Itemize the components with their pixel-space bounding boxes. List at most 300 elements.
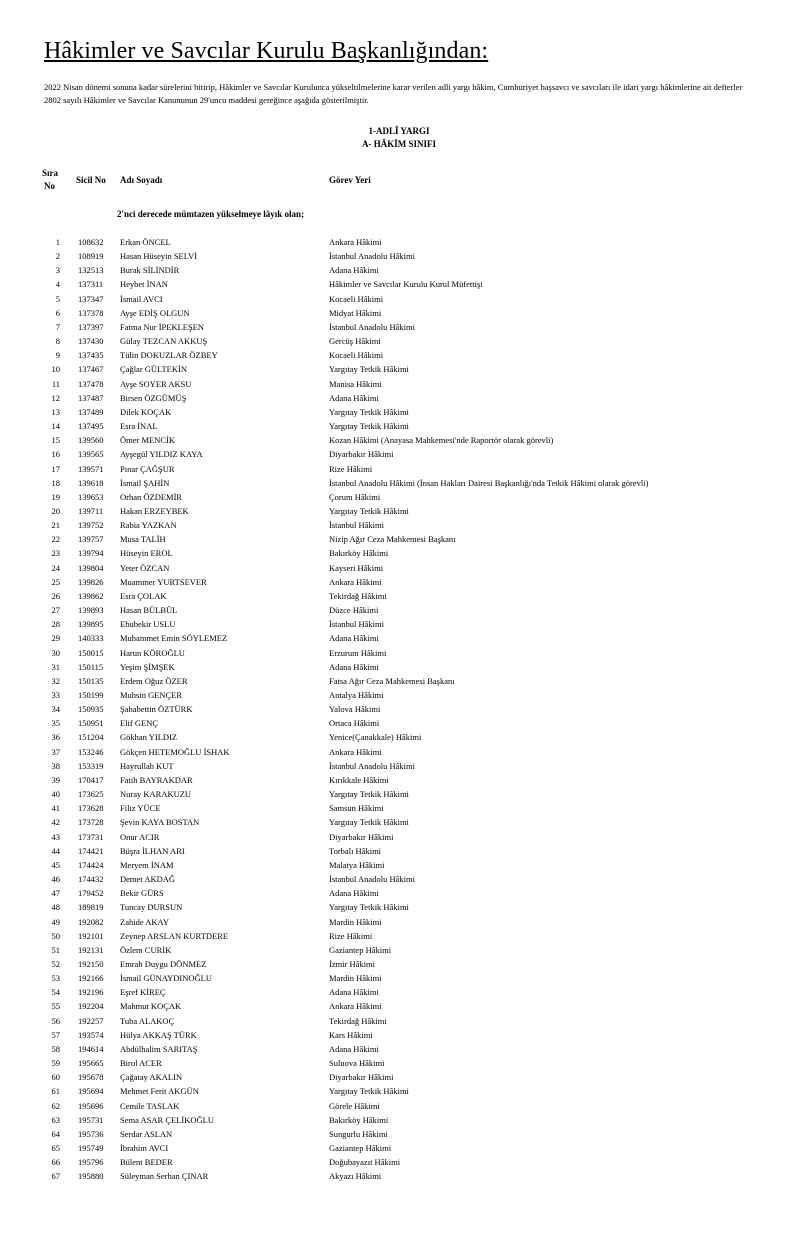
table-row <box>0 958 798 972</box>
row-place: Mardin Hâkimi <box>329 973 382 984</box>
row-name: Fatih BAYRAKDAR <box>120 774 193 785</box>
row-name: Erkan ÖNCEL <box>120 237 171 247</box>
row-place: Diyarbakır Hâkimi <box>329 449 394 460</box>
row-number: 11 <box>51 378 60 389</box>
row-number: 44 <box>51 845 60 856</box>
row-place: Adana Hâkimi <box>329 987 379 998</box>
row-name: Dilek KOÇAK <box>120 406 172 417</box>
row-sicil-no: 192101 <box>78 930 104 941</box>
row-number: 49 <box>51 916 60 927</box>
table-row <box>0 562 798 576</box>
header-name: Adı Soyadı <box>120 175 163 185</box>
row-sicil-no: 139618 <box>78 477 104 488</box>
row-sicil-no: 139565 <box>78 449 104 460</box>
row-sicil-no: 194614 <box>78 1043 104 1054</box>
row-number: 7 <box>55 321 60 332</box>
row-place: Kayseri Hâkimi <box>329 562 384 573</box>
row-place: Nizip Ağır Ceza Mahkemesi Başkanı <box>329 534 456 545</box>
row-place: Erzurum Hâkimi <box>329 647 387 658</box>
row-number: 14 <box>51 421 60 432</box>
row-number: 3 <box>55 265 60 276</box>
row-place: Fatsa Ağır Ceza Mahkemesi Başkanı <box>329 675 455 686</box>
table-row <box>0 547 798 561</box>
row-name: Gülay TEZCAN AKKUŞ <box>120 336 208 347</box>
row-name: Emrah Duygu DÖNMEZ <box>120 958 207 969</box>
table-row <box>0 717 798 731</box>
row-number: 61 <box>51 1086 60 1097</box>
row-name: Bekir GÜRS <box>120 888 164 899</box>
row-sicil-no: 189819 <box>78 902 104 913</box>
table-row <box>0 845 798 859</box>
row-name: Nuray KARAKUZU <box>120 789 192 800</box>
row-name: Burak SİLİNDİR <box>120 265 180 276</box>
row-place: Adana Hâkimi <box>329 633 379 644</box>
table-row <box>0 675 798 689</box>
row-sicil-no: 137478 <box>78 378 104 389</box>
row-place: Adana Hâkimi <box>329 1043 379 1054</box>
row-sicil-no: 139862 <box>78 590 104 601</box>
row-number: 13 <box>51 406 60 417</box>
row-name: Orhan ÖZDEMİR <box>120 491 183 502</box>
row-place: Ortaca Hâkimi <box>329 718 380 729</box>
row-place: Yalova Hâkimi <box>329 704 381 715</box>
table-row <box>0 335 798 349</box>
row-place: Yargıtay Tetkik Hâkimi <box>329 1086 409 1097</box>
table-row <box>0 307 798 321</box>
row-name: Rabia YAZKAN <box>120 520 177 531</box>
row-place: Antalya Hâkimi <box>329 690 384 700</box>
row-name: Hasan Hüseyin SELVİ <box>120 251 198 262</box>
row-sicil-no: 195694 <box>78 1086 104 1097</box>
row-name: Eşref KİREÇ <box>120 987 166 998</box>
row-name: Ayşegül YILDIZ KAYA <box>120 449 203 460</box>
table-row <box>0 264 798 278</box>
row-number: 48 <box>51 902 60 913</box>
table-row <box>0 392 798 406</box>
row-sicil-no: 195678 <box>78 1072 104 1083</box>
row-sicil-no: 139560 <box>78 435 104 446</box>
row-place: Gaziantep Hâkimi <box>329 944 392 955</box>
row-sicil-no: 195796 <box>78 1157 104 1168</box>
table-row <box>0 661 798 675</box>
row-sicil-no: 150199 <box>78 690 104 700</box>
table-row <box>0 831 798 845</box>
row-number: 56 <box>51 1015 60 1026</box>
row-place: Ankara Hâkimi <box>329 746 382 757</box>
table-row <box>0 1128 798 1142</box>
row-place: Kocaeli Hâkimi <box>329 293 384 304</box>
table-row <box>0 1057 798 1071</box>
row-sicil-no: 195696 <box>78 1100 104 1111</box>
table-row <box>0 1170 798 1184</box>
row-number: 2 <box>55 251 60 262</box>
row-place: Kocaeli Hâkimi <box>329 350 384 361</box>
table-row <box>0 1043 798 1057</box>
row-number: 5 <box>55 293 60 304</box>
row-name: Musa TALİH <box>120 534 166 545</box>
row-place: Akyazı Hâkimi <box>329 1171 382 1182</box>
row-place: Doğubayazıt Hâkimi <box>329 1157 401 1168</box>
table-row <box>0 618 798 632</box>
row-place: Sungurlu Hâkimi <box>329 1128 388 1139</box>
row-name: İsmail GÜNAYDINOĞLU <box>120 973 212 984</box>
table-row <box>0 788 798 802</box>
row-number: 12 <box>51 392 60 403</box>
header-place: Görev Yeri <box>329 175 371 185</box>
row-number: 15 <box>51 435 60 446</box>
table-row <box>0 363 798 377</box>
row-name: Zeynep ARSLAN KURTDERE <box>120 930 229 941</box>
row-number: 62 <box>51 1100 60 1111</box>
row-number: 30 <box>51 647 60 658</box>
row-name: Fatma Nur İPEKLEŞEN <box>120 321 205 332</box>
table-row <box>0 505 798 519</box>
row-name: Ayşe EDİŞ OLGUN <box>120 307 190 318</box>
row-name: İbrahim AVCI <box>120 1143 169 1153</box>
row-sicil-no: 139711 <box>78 505 104 516</box>
row-number: 32 <box>51 675 60 686</box>
row-sicil-no: 195749 <box>78 1143 104 1153</box>
row-sicil-no: 108919 <box>78 251 104 262</box>
row-place: Yargıtay Tetkik Hâkimi <box>329 406 409 417</box>
row-name: Hakan ERZEYBEK <box>120 505 189 516</box>
row-name: Elif GENÇ <box>120 718 159 729</box>
row-place: Diyarbakır Hâkimi <box>329 831 394 842</box>
row-number: 27 <box>51 605 60 616</box>
row-number: 67 <box>51 1171 60 1182</box>
row-name: Şevin KAYA BOSTAN <box>120 817 200 828</box>
row-number: 37 <box>51 746 60 757</box>
row-sicil-no: 174421 <box>78 845 104 856</box>
row-place: Mardin Hâkimi <box>329 916 382 927</box>
row-number: 18 <box>51 477 60 488</box>
row-place: Tekirdağ Hâkimi <box>329 590 387 601</box>
row-name: Heybet İNAN <box>120 279 168 290</box>
row-place: İstanbul Hâkimi <box>329 619 385 630</box>
table-row <box>0 930 798 944</box>
row-place: İstanbul Anadolu Hâkimi (İnsan Hakları Dairesi Başkanlığı'nda Tetkik Hâkimi olarak görevli) <box>329 477 649 488</box>
row-number: 20 <box>51 505 60 516</box>
row-sicil-no: 137311 <box>78 279 104 290</box>
row-number: 58 <box>51 1043 60 1054</box>
row-place: Yargıtay Tetkik Hâkimi <box>329 364 409 375</box>
table-row <box>0 802 798 816</box>
row-place: İstanbul Anadolu Hâkimi <box>329 874 415 885</box>
row-place: Tekirdağ Hâkimi <box>329 1015 387 1026</box>
row-name: Erdem Oğuz ÖZER <box>120 675 188 686</box>
row-number: 6 <box>55 307 60 318</box>
row-name: Esra İNAL <box>120 421 158 432</box>
table-row <box>0 1015 798 1029</box>
row-sicil-no: 139804 <box>78 562 104 573</box>
row-number: 36 <box>51 732 60 743</box>
row-place: Samsun Hâkimi <box>329 803 384 814</box>
row-number: 38 <box>51 760 60 771</box>
table-row <box>0 647 798 661</box>
row-number: 24 <box>51 562 60 573</box>
row-name: Muammer YURTSEVER <box>120 576 207 587</box>
row-name: Harun KÖROĞLU <box>120 647 185 658</box>
row-name: Mehmet Ferit AKGÜN <box>120 1086 199 1097</box>
row-place: İstanbul Anadolu Hâkimi <box>329 760 415 771</box>
table-row <box>0 293 798 307</box>
row-name: Gökçen HETEMOĞLU İSHAK <box>120 746 230 757</box>
table-row <box>0 774 798 788</box>
row-number: 51 <box>51 944 60 955</box>
row-number: 53 <box>51 973 60 984</box>
table-row <box>0 1000 798 1014</box>
row-sicil-no: 179452 <box>78 888 104 899</box>
intro-paragraph: 2022 Nisan dönemi sonuna kadar sürelerini bitirip, Hâkimler ve Savcılar Kurulunca yükseltilmelerine karar verilen adli yargı hâkim, Cumhuriyet başsavcı ve savcıları ile idari yargı hâkimlerine ait defterler 2802 sayılı Hâkimler ve Savcılar Kanununun 29'uncu maddesi gereğince aşağıda gösterilmiştir. <box>44 82 743 105</box>
row-place: Kozan Hâkimi (Anayasa Mahkemesi'nde Raportör olarak görevli) <box>329 435 554 446</box>
table-row <box>0 1071 798 1085</box>
table-row <box>0 576 798 590</box>
row-name: Abdülhalim SARITAŞ <box>120 1043 198 1054</box>
row-place: Torbalı Hâkimi <box>329 845 382 856</box>
row-sicil-no: 150135 <box>78 675 104 686</box>
table-row <box>0 887 798 901</box>
row-name: Bülent BEDER <box>120 1157 173 1168</box>
table-row <box>0 463 798 477</box>
row-number: 60 <box>51 1072 60 1083</box>
table-row <box>0 1029 798 1043</box>
row-name: Ebubekir USLU <box>120 619 176 630</box>
row-number: 26 <box>51 590 60 601</box>
header-no: No <box>44 181 55 191</box>
row-sicil-no: 150935 <box>78 704 104 715</box>
row-place: İzmir Hâkimi <box>329 958 376 969</box>
row-place: Gercüş Hâkimi <box>329 336 381 347</box>
row-sicil-no: 137495 <box>78 421 104 432</box>
row-place: Görele Hâkimi <box>329 1100 380 1111</box>
row-place: Yargıtay Tetkik Hâkimi <box>329 789 409 800</box>
table-row <box>0 746 798 760</box>
row-name: Filiz YÜCE <box>120 803 161 814</box>
row-name: Tuncay DURSUN <box>120 902 183 913</box>
row-name: Serdar ASLAN <box>120 1128 173 1139</box>
row-name: Demet AKDAĞ <box>120 874 176 885</box>
table-row <box>0 760 798 774</box>
row-name: Muhsin GENÇER <box>120 690 183 700</box>
row-place: Malatya Hâkimi <box>329 859 385 870</box>
row-place: Adana Hâkimi <box>329 392 379 403</box>
row-place: Diyarbakır Hâkimi <box>329 1072 394 1083</box>
row-number: 33 <box>51 690 60 700</box>
row-number: 25 <box>51 576 60 587</box>
table-row <box>0 1156 798 1170</box>
table-row <box>0 1100 798 1114</box>
judge-list <box>0 236 798 1184</box>
row-place: Adana Hâkimi <box>329 661 379 672</box>
row-name: Esra ÇOLAK <box>120 590 167 601</box>
row-sicil-no: 192150 <box>78 958 104 969</box>
subsection-title: A- HÂKİM SINIFI <box>361 139 436 149</box>
page-title: Hâkimler ve Savcılar Kurulu Başkanlığından: <box>44 38 489 64</box>
row-name: Cemile TASLAK <box>120 1100 180 1111</box>
row-sicil-no: 139794 <box>78 548 104 559</box>
table-row <box>0 434 798 448</box>
row-place: Bakırköy Hâkimi <box>329 548 389 559</box>
row-sicil-no: 139653 <box>78 491 104 502</box>
row-sicil-no: 173628 <box>78 803 104 814</box>
row-name: Yeter ÖZCAN <box>120 562 170 573</box>
row-name: Süleyman Serhan ÇINAR <box>120 1171 209 1182</box>
row-number: 17 <box>51 463 60 474</box>
row-place: İstanbul Hâkimi <box>329 520 385 531</box>
row-sicil-no: 150015 <box>78 647 104 658</box>
row-place: Çorum Hâkimi <box>329 491 381 502</box>
row-name: Pınar ÇAĞŞUR <box>120 463 175 474</box>
row-name: Özlem CURİK <box>120 944 172 955</box>
row-sicil-no: 195731 <box>78 1114 104 1125</box>
row-number: 54 <box>51 987 60 998</box>
row-sicil-no: 195736 <box>78 1128 104 1139</box>
row-name: Büşra İLHAN ARI <box>120 845 185 856</box>
table-row <box>0 406 798 420</box>
row-number: 41 <box>51 803 60 814</box>
table-row <box>0 250 798 264</box>
row-name: Onur ACIR <box>120 831 160 842</box>
row-place: Kırıkkale Hâkimi <box>329 774 389 785</box>
row-sicil-no: 192196 <box>78 987 104 998</box>
row-sicil-no: 173625 <box>78 789 104 800</box>
row-sicil-no: 151204 <box>78 732 104 743</box>
row-place: Manisa Hâkimi <box>329 378 382 389</box>
header-sicil: Sicil No <box>76 175 106 185</box>
table-row <box>0 944 798 958</box>
row-place: Hâkimler ve Savcılar Kurulu Kurul Müfettişi <box>329 279 483 290</box>
row-sicil-no: 174432 <box>78 874 104 885</box>
row-sicil-no: 153319 <box>78 760 104 771</box>
row-number: 43 <box>51 831 60 842</box>
table-row <box>0 703 798 717</box>
table-row <box>0 1114 798 1128</box>
row-place: Adana Hâkimi <box>329 265 379 276</box>
row-sicil-no: 139752 <box>78 520 104 531</box>
row-number: 22 <box>51 534 60 545</box>
table-row <box>0 1085 798 1099</box>
table-row <box>0 873 798 887</box>
table-row <box>0 1142 798 1156</box>
row-place: Rize Hâkimi <box>329 463 373 474</box>
row-sicil-no: 137467 <box>78 364 104 375</box>
table-row <box>0 533 798 547</box>
row-name: Muhammet Emin SÖYLEMEZ <box>120 633 228 644</box>
row-number: 29 <box>51 633 60 644</box>
table-row <box>0 349 798 363</box>
row-name: Tuba ALAKOÇ <box>120 1015 175 1026</box>
row-name: Birsen ÖZGÜMÜŞ <box>120 392 187 403</box>
row-sicil-no: 137435 <box>78 350 104 361</box>
row-number: 42 <box>51 817 60 828</box>
row-sicil-no: 192204 <box>78 1001 104 1012</box>
table-row <box>0 632 798 646</box>
row-sicil-no: 170417 <box>78 774 104 785</box>
row-number: 19 <box>51 491 60 502</box>
row-sicil-no: 150115 <box>78 661 104 672</box>
table-row <box>0 859 798 873</box>
row-number: 1 <box>55 237 60 247</box>
row-place: İstanbul Anadolu Hâkimi <box>329 321 415 332</box>
row-name: Çağlar GÜLTEKİN <box>120 364 187 375</box>
row-place: Bakırköy Hâkimi <box>329 1114 389 1125</box>
row-place: Kars Hâkimi <box>329 1029 373 1040</box>
table-row <box>0 477 798 491</box>
row-sicil-no: 137489 <box>78 406 104 417</box>
row-number: 52 <box>51 958 60 969</box>
row-number: 55 <box>51 1001 60 1012</box>
table-row <box>0 278 798 292</box>
row-place: Midyat Hâkimi <box>329 307 382 318</box>
row-place: Rize Hâkimi <box>329 930 373 941</box>
row-name: Ayşe SOYER AKSU <box>120 378 192 389</box>
row-sicil-no: 139571 <box>78 463 104 474</box>
row-number: 28 <box>51 619 60 630</box>
row-name: Mahmut KOÇAK <box>120 1001 182 1012</box>
row-number: 47 <box>51 888 60 899</box>
row-number: 35 <box>51 718 60 729</box>
row-name: Gökhan YILDIZ <box>120 732 178 743</box>
row-sicil-no: 137430 <box>78 336 104 347</box>
row-place: Yenice(Çanakkale) Hâkimi <box>329 732 422 743</box>
row-number: 9 <box>55 350 60 361</box>
row-number: 16 <box>51 449 60 460</box>
row-name: İsmail ŞAHİN <box>120 477 170 488</box>
row-number: 4 <box>55 279 60 290</box>
table-row <box>0 901 798 915</box>
table-row <box>0 321 798 335</box>
row-number: 66 <box>51 1157 60 1168</box>
row-number: 40 <box>51 789 60 800</box>
row-number: 21 <box>51 520 60 531</box>
row-number: 31 <box>51 661 60 672</box>
row-place: İstanbul Anadolu Hâkimi <box>329 251 415 262</box>
row-sicil-no: 192131 <box>78 944 104 955</box>
row-name: Zahide AKAY <box>120 916 170 927</box>
row-sicil-no: 108632 <box>78 237 104 247</box>
row-sicil-no: 192257 <box>78 1015 104 1026</box>
row-number: 10 <box>51 364 60 375</box>
row-number: 45 <box>51 859 60 870</box>
row-name: Şahabettin ÖZTÜRK <box>120 704 193 715</box>
section-title: 1-ADLÎ YARGI <box>368 126 430 136</box>
table-row <box>0 916 798 930</box>
row-name: Hülya AKKAŞ TÜRK <box>120 1029 197 1040</box>
row-sicil-no: 153246 <box>78 746 104 757</box>
row-place: Yargıtay Tetkik Hâkimi <box>329 902 409 913</box>
row-name: Çağatay AKALIN <box>120 1072 183 1083</box>
row-sicil-no: 137397 <box>78 321 104 332</box>
row-sicil-no: 150951 <box>78 718 104 729</box>
row-place: Ankara Hâkimi <box>329 1001 382 1012</box>
row-number: 59 <box>51 1058 60 1069</box>
row-sicil-no: 137487 <box>78 392 104 403</box>
row-number: 65 <box>51 1143 60 1153</box>
row-number: 8 <box>55 336 60 347</box>
table-row <box>0 491 798 505</box>
row-sicil-no: 139895 <box>78 619 104 630</box>
row-name: Sema ASAR ÇELİKOĞLU <box>120 1114 214 1125</box>
row-name: Tülin DOKUZLAR ÖZBEY <box>120 350 218 361</box>
header-sira: Sıra <box>42 168 59 178</box>
row-name: Meryem İNAM <box>120 859 174 870</box>
row-place: Düzce Hâkimi <box>329 605 379 616</box>
row-sicil-no: 139893 <box>78 605 104 616</box>
table-row <box>0 519 798 533</box>
row-sicil-no: 132513 <box>78 265 104 276</box>
row-place: Ankara Hâkimi <box>329 576 382 587</box>
row-place: Yargıtay Tetkik Hâkimi <box>329 421 409 432</box>
